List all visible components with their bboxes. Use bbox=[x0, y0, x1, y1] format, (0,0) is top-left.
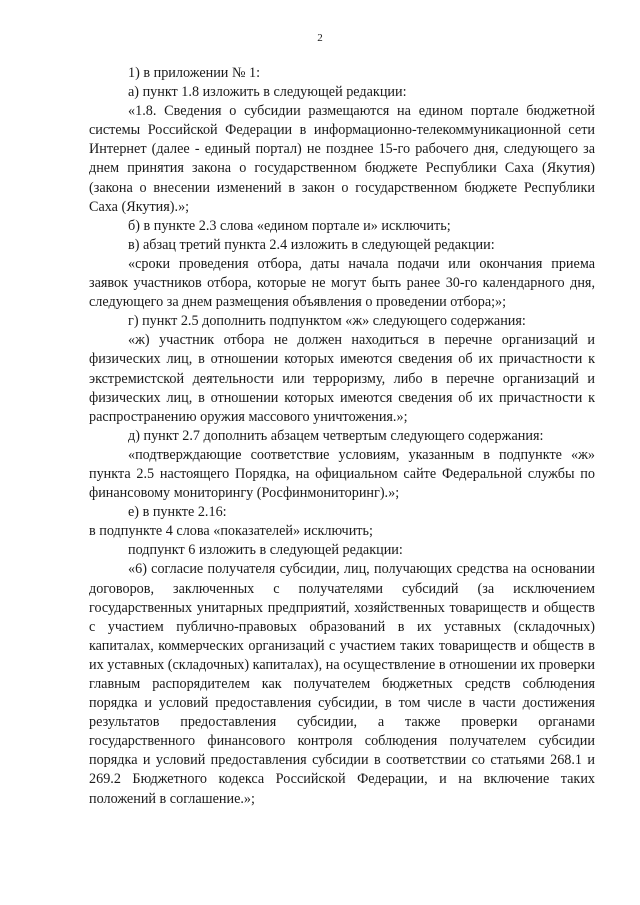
paragraph-item-2-7-text: «подтверждающие соответствие условиям, указанным в подпункте «ж» пункта 2.5 настоящего Порядка, на официальном сайте Федеральной службы по финансовому мониторингу (Росфинмониторинг).»; bbox=[89, 446, 595, 502]
paragraph-subitem-6-text: «6) согласие получателя субсидии, лиц, получающих средства на основании договоров, заключенных с получателями субсидий (за исключением государственных унитарных предприятий, хозяйственных товариществ и обществ с участием публично-правовых образований в их уставных (складочных) капиталах, коммерческих организаций с участием таких товариществ и обществ в их уставных (складочных) капиталах), на осуществление в отношении их проверки главным распорядителем как получателем бюджетных средств соблюдения порядка и условий предоставления субсидии, в том числе в части достижения результатов предоставления субсидии, а также проверки органами государственного финансового контроля соблюдения получателем субсидии порядка и условий предоставления субсидии в соответствии со статьями 268.1 и 269.2 Бюджетного кодекса Российской Федерации, и на включение таких положений в соглашение.»; bbox=[89, 561, 595, 807]
paragraph-item-2-4-text: «сроки проведения отбора, даты начала подачи или окончания приема заявок участников отбора, которые не могут быть ранее 30-го календарного дня, следующего за днем размещения объявления о проведении отбора;»; bbox=[89, 255, 595, 311]
paragraph-item-b: б) в пункте 2.3 слова «едином портале и» исключить; bbox=[128, 217, 451, 234]
paragraph-appendix-1: 1) в приложении № 1: bbox=[128, 65, 261, 81]
paragraph-subitem-4: в подпункте 4 слова «показателей» исключить; bbox=[89, 523, 373, 540]
paragraph-item-e: е) в пункте 2.16: bbox=[128, 504, 227, 521]
paragraph-item-1-8-text: «1.8. Сведения о субсидии размещаются на едином портале бюджетной системы Российской Федерации в информационно-телекоммуникационной сети Интернет (далее - единый портал) не позднее 15-го рабочего дня, следующего за днем принятия закона о государственном бюджете Республики Саха (Якутия) (закона о внесении изменений в закон о государственном бюджете Республики Саха (Якутия).»; bbox=[89, 103, 595, 215]
paragraph-subitem-6: подпункт 6 изложить в следующей редакции: bbox=[128, 542, 403, 559]
paragraph-item-g: г) пункт 2.5 дополнить подпунктом «ж» следующего содержания: bbox=[128, 313, 526, 330]
paragraph-item-d: д) пункт 2.7 дополнить абзацем четвертым следующего содержания: bbox=[128, 427, 544, 444]
paragraph-item-v: в) абзац третий пункта 2.4 изложить в следующей редакции: bbox=[128, 236, 495, 253]
page-number: 2 bbox=[317, 32, 323, 44]
paragraph-subitem-zh-text: «ж) участник отбора не должен находиться в перечне организаций и физических лиц, в отношении которых имеются сведения об их причастности к экстремистской деятельности или терроризму, либо в перечне организаций и физических лиц, в отношении которых имеются сведения об их причастности к распространению оружия массового уничтожения.»; bbox=[89, 332, 595, 425]
document-body bbox=[89, 64, 595, 809]
paragraph-item-a: а) пункт 1.8 изложить в следующей редакции: bbox=[128, 84, 407, 101]
